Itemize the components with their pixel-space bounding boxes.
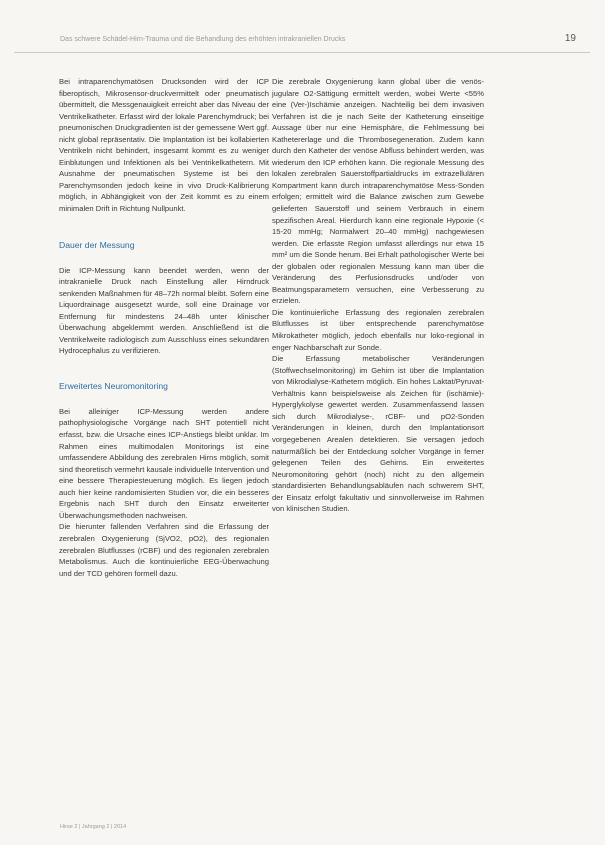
section-heading-dauer: Dauer der Messung <box>59 239 135 250</box>
paragraph-measurement-duration: Die ICP-Messung kann beendet werden, wenn der intrakranielle Druck nach Einstellung aller Hirndruck senkenden Maßnahmen für 48–72h normal bleibt. Sofern eine Liquordrainage ausgesetzt wurde, soll eine Drainage vor Entfernung für mindestens 24–48h unter klinischer Überwachung abgeklemmt werden. Anschließend ist die Ventrikelweite radiologisch zum Ausschluss eines sekundären Hydrocephalus zu verifizieren. <box>59 265 269 356</box>
section-heading-neuromonitoring: Erweitertes Neuromonitoring <box>59 380 168 391</box>
paragraph-metabolism: Die Erfassung metabolischer Veränderungen (Stoffwechselmonitoring) im Gehirn ist über die Implantation von Mikrodialyse-Kathetern möglich. Ein hohes Laktat/Pyruvat-Verhältnis kann beispielsweise als Zeichen für (ischämie)-Hyperglykolyse gewertet werden. Zusammenfassend lassen sich durch Mikrodialyse-, rCBF- und pO2-Sonden Veränderungen in kleinen, durch den Implantationsort vorgegebenen Arealen detektieren. Sie versagen jedoch naturmäßlich bei der Entdeckung solcher Vorgänge in ferner gelegenen Teilen des Gehirns. Ein erweitertes Neuromonitoring gehört (noch) nicht zu den allgemein standardisierten Behandlungsabläufen nach schwerem SHT, der Einsatz erfolgt fakultativ und sinnvollerweise im Rahmen von klinischen Studien. <box>272 354 484 514</box>
page-header <box>14 30 590 53</box>
right-column <box>272 76 484 515</box>
left-column <box>59 76 269 579</box>
page-number: 19 <box>564 33 576 44</box>
paragraph-methods: Die hierunter fallenden Verfahren sind die Erfassung der zerebralen Oxygenierung (SjVO2, pO2), des regionalen zerebralen Blutflusses (rCBF) und des regionalen zerebralen Metabolismus. Auch die kontinuierliche EEG-Überwachung und der TCD gehören formell dazu. <box>59 522 269 578</box>
paragraph-oxygenation: Die zerebrale Oxygenierung kann global über die venös-jugulare O2-Sättigung ermittelt werden, wobei Werte <55% eine (Ver-)Ischämie anzeigen. Nachteilig bei dem invasiven Verfahren ist die je nach Seite der Katheterung einseitige Aussage über nur eine Hemisphäre, die Fehlmessung bei Kathetererlage und die Thrombosegeneration. Zudem kann durch den Katheter der venöse Abfluss behindert werden, was wiederum den ICP erhöhen kann. Die regionale Messung des lokalen zerebralen Sauerstoffpartialdrucks im extrazellulären Kompartment kann durch intraparenchymatöse Mess-Sonden erfolgen; ermittelt wird die Balance zwischen zum Gewebe gelieferten Sauerstoff und seinem Verbrauch in einem spezifischen Areal. Hierdurch kann eine regionale Hypoxie (< 15-20 mmHg; Normalwert 20–40 mmHg) nachgewiesen werden. Die erfasste Region umfasst allerdings nur etwa 15 mm² um die Sonde herum. Bei Erhalt pathologischer Werte bei der globalen oder regionalen Messung kann man über die Veränderung des Perfusionsdrucks und/oder von Beatmungsparametern versuchen, eine Verbesserung zu erzielen. <box>272 77 484 306</box>
page-footer: Hirse 2 | Jahrgang 2 | 2014 <box>60 824 127 830</box>
paragraph-blood-flow: Die kontinuierliche Erfassung des regionalen zerebralen Blutflusses ist über entsprechende parenchymatöse Mikrokatheter möglich, jedoch ebenfalls nur loko-regional in enger Nachbarschaft zur Sonde. <box>272 307 484 352</box>
running-title: Das schwere Schädel-Hirn-Trauma und die Behandlung des erhöhten intrakraniellen Drucks <box>60 36 346 43</box>
paragraph-parenchymal-probes: Bei intraparenchymatösen Drucksonden wird der ICP fiberoptisch, Mikrosensor-druckvermittelt oder pneumatisch übermittelt, die Messgenauigkeit erreicht aber das Niveau der Ventrikelkatheter. Erfasst wird der lokale Parenchymdruck; bei pneumonischen Druckgradienten ist der gemessene Wert ggf. nicht global repräsentativ. Die Implantation ist bei kollabierten Ventrikeln nicht behindert, insgesamt kommt es zu weniger Einblutungen und Infektionen als bei Ventrikelkathetern. Mit Ausnahme der pneumatischen Systeme ist bei den Parenchymsonden jedoch keine in vivo Druck-Kalibrierung möglich, in Abhängigkeit von der Zeit kommt es zu einem minimalen Drift in Richtung Nullpunkt. <box>59 77 269 214</box>
paragraph-multimodal-monitoring: Bei alleiniger ICP-Messung werden andere pathophysiologische Vorgänge nach SHT potentiell nicht erfasst, bzw. die Ursache eines ICP-Anstiegs bleibt unklar. Im Rahmen eines multimodalen Monitorings ist eine umfassendere Abbildung des zerebralen Hirns möglich, somit sind theoretisch vermehrt kausale individuelle Intervention und eine bessere Therapiesteuerung möglich. Es liegen jedoch auch hier keine randomisierten Studien vor, die ein besseres Ergebnis nach SHT durch den Einsatz erweiterter Überwachungsmethoden nachweisen. <box>59 406 269 520</box>
